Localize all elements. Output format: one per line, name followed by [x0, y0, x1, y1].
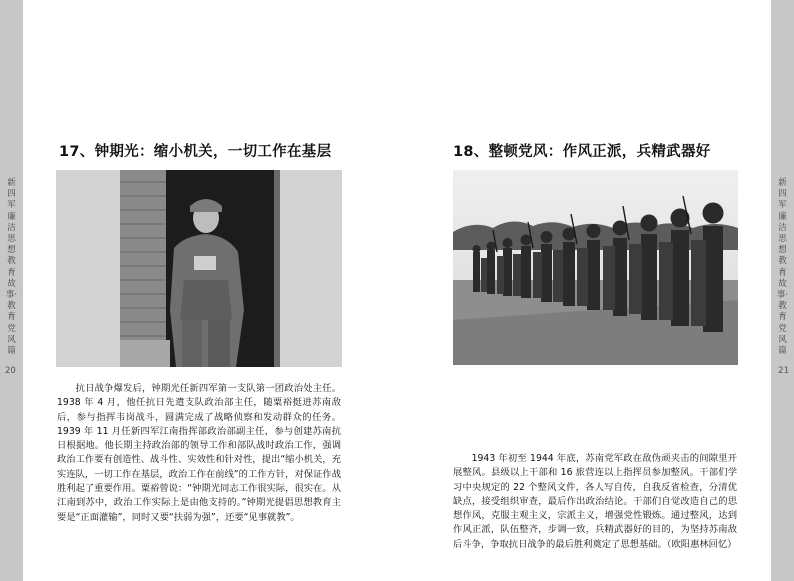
marching-soldiers-photo	[453, 170, 738, 365]
right-running-header: 新四军廉洁思想教育故事·教育党风篇	[776, 178, 789, 357]
story-18-title: 18、整顿党风：作风正派，兵精武器好	[453, 144, 711, 160]
right-page-number: 21	[778, 366, 789, 376]
story-17-body: 抗日战争爆发后，钟期光任新四军第一支队第一团政治处主任。1938 年 4 月，他任抗日先遣支队政治部主任，随粟裕挺进苏南敌后，参与指挥韦岗战斗，圆满完成了战略侦察和发动群众的任务。1939 年 11 月任新四军江南指挥部政治部副主任，参与创建苏南抗日根据地。他长期主持政治部的领导工作和部队战时政治工作，强调政治工作要有创造性、战斗性、实效性和针对性，提出“缩小机关，充实连队，一切工作在基层，政治工作在前线”的工作方针，对保证作战胜利起了重要作用。粟裕曾说：“钟期光同志工作很实际，很实在。从江南到苏中，政治工作实际上是由他支持的。”钟期光提倡思想教育主要是“正面灌输”，同时又要“扶弱为强”，还要“见事就教”。	[57, 383, 341, 523]
marching-soldiers-graphic	[453, 170, 738, 365]
left-running-header: 新四军廉洁思想教育故事·教育党风篇	[5, 178, 18, 357]
left-page-number: 20	[5, 366, 16, 376]
portrait-photo	[56, 170, 342, 367]
portrait-photo-graphic	[56, 170, 342, 367]
story-18-body: 1943 年初至 1944 年底，苏南党军政在敌伪顽夹击的间隙里开展整风。县级以上干部和 16 旅营连以上指挥员参加整风。干部们学习中央规定的 22 个整风文件，各人写自传，自我反省检查，分清优缺点，接受组织审查，最后作出政治结论。干部们自觉改造自己的思想作风，克服主观主义，宗派主义，增强党性锻炼。通过整风，达到作风正派，队伍整齐，步调一致，兵精武器好的目的，为坚持苏南敌后斗争，争取抗日战争的最后胜利奠定了思想基础。（欧阳惠林回忆）	[453, 453, 737, 550]
story-17-title: 17、钟期光：缩小机关，一切工作在基层	[59, 144, 332, 160]
